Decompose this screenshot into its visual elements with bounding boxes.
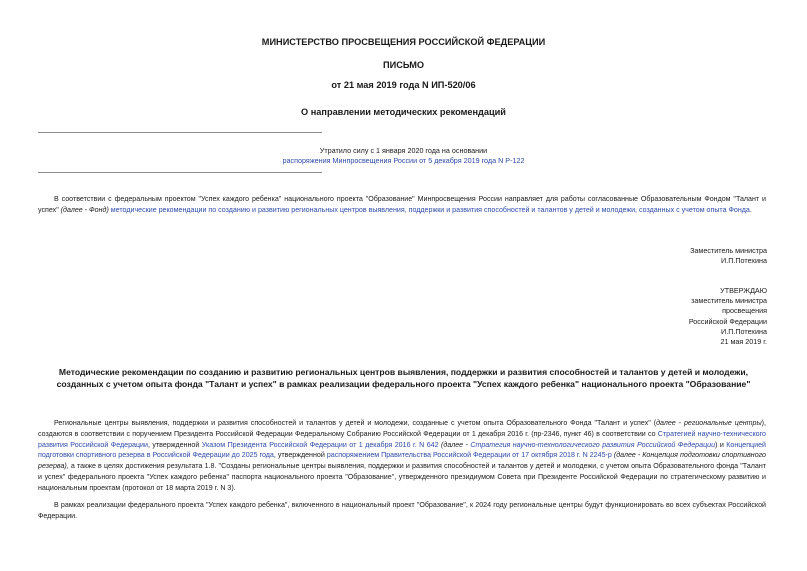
government-order-link[interactable]: распоряжением Правительства Российской Федерации от 17 октября 2018 г. N 2245-р [326, 451, 612, 460]
intro-end: . [749, 205, 752, 214]
status-note [0, 146, 807, 166]
document-type: ПИСЬМО [382, 60, 425, 70]
recommendations-title-line1: Методические рекомендации по созданию и развитию региональных центров выявления, поддержки и развития способностей и талантов у детей и молодежи, [58, 367, 749, 377]
ministry-heading: МИНИСТЕРСТВО ПРОСВЕЩЕНИЯ РОССИЙСКОЙ ФЕДЕРАЦИИ [261, 37, 546, 47]
body-paragraph-1 [38, 418, 766, 494]
approval-line: УТВЕРЖДАЮ [720, 286, 767, 295]
intro-text: В соответствии с федеральным проектом "Успех каждого ребенка" национального проекта "Образование" Минпросвещения России направляет для работы согласованные Образовательным Фондом "Талант и успех" [38, 195, 766, 214]
document-subject: О направлении методических рекомендаций [301, 107, 506, 117]
divider-bottom [38, 172, 322, 173]
approval-block [517, 286, 767, 347]
approval-line: И.П.Потехина [721, 326, 767, 336]
para1-italic-g: (далее - Концепция подготовки спортивного резерва) [38, 451, 766, 471]
repeal-order-link[interactable]: распоряжения Минпросвещения России от 5 декабря 2019 года N Р-122 [282, 156, 525, 165]
signature-block [517, 246, 767, 266]
strategy-link[interactable]: Стратегией научно-технического развития Российской Федерации [38, 429, 766, 449]
body-paragraph-2: В рамках реализации федерального проекта "Успех каждого ребенка", включенного в национальный проект "Образование", к 2024 году региональные центры будут функционировать во всех субъектах Российской Федерации. [38, 501, 766, 520]
intro-italic: (далее - Фонд) [60, 205, 109, 214]
approval-line: Российской Федерации [688, 316, 767, 326]
signature-position: Заместитель министра [690, 246, 767, 255]
para1-text-e: ) и [715, 440, 727, 449]
para1-text-b: ), создаются в соответствии с поручением Президента Российской Федерации Федеральному Собранию Российской Федерации от 1 декабря 2016 г. (пр-2346, пункт 46) в соответствии со [38, 419, 767, 438]
approval-line: заместитель министра [691, 296, 767, 306]
para1-italic-a: далее - региональные центры [656, 419, 762, 427]
approval-line: просвещения [722, 306, 767, 316]
para1-text-h: , а также в целях достижения результата 1.8. "Созданы региональные центры выявления, поддержки и развития способностей и талантов у детей и молодежи, с учетом опыта Образовательного фонда "Талант и успех" федерального проекта "Успех каждого ребенка" паспорта национального проекта "Образование", утвержденного президиумом Совета при Президенте Российской Федерации по стратегическому развитию и национальным проектам (протокол от 18 марта 2019 г. N 3). [38, 462, 766, 492]
para1-text-f: , утвержденной [273, 451, 327, 460]
divider-top [38, 132, 322, 133]
approval-line: 21 мая 2019 г. [720, 337, 767, 347]
sports-reserve-concept-link[interactable]: Концепцией подготовки спортивного резерва в Российской Федерации до 2025 года [38, 440, 766, 460]
recommendations-title-line2: созданных с учетом опыта фонда "Талант и успех" в рамках реализации федерального проекта "Успех каждого ребенка" национального проекта "Образование" [56, 378, 751, 389]
recommendations-title [0, 367, 807, 390]
para1-italic-d: (далее - [438, 440, 471, 449]
status-note-text: Утратило силу с 1 января 2020 года на основании [319, 146, 488, 155]
strategy-short-link[interactable]: Стратегия научно-технологического развития Российской Федерации [470, 440, 716, 449]
presidential-decree-link[interactable]: Указом Президента Российской Федерации от 1 декабря 2016 г. N 642 [201, 440, 439, 449]
recommendations-link[interactable]: методические рекомендации по созданию и развитию региональных центров выявления, поддержки и развития способностей и талантов у детей и молодежи, созданных с учетом опыта Фонда [110, 205, 750, 214]
signature-name: И.П.Потехина [721, 256, 767, 266]
intro-paragraph [38, 194, 766, 216]
document-date-number: от 21 мая 2019 года N ИП-520/06 [331, 80, 476, 90]
para1-text-c: , утвержденной [147, 440, 202, 449]
para1-text-a: Региональные центры выявления, поддержки и развития способностей и талантов у детей и молодежи, созданные с учетом опыта Образовательного Фонда "Талант и успех" ( [54, 419, 657, 427]
